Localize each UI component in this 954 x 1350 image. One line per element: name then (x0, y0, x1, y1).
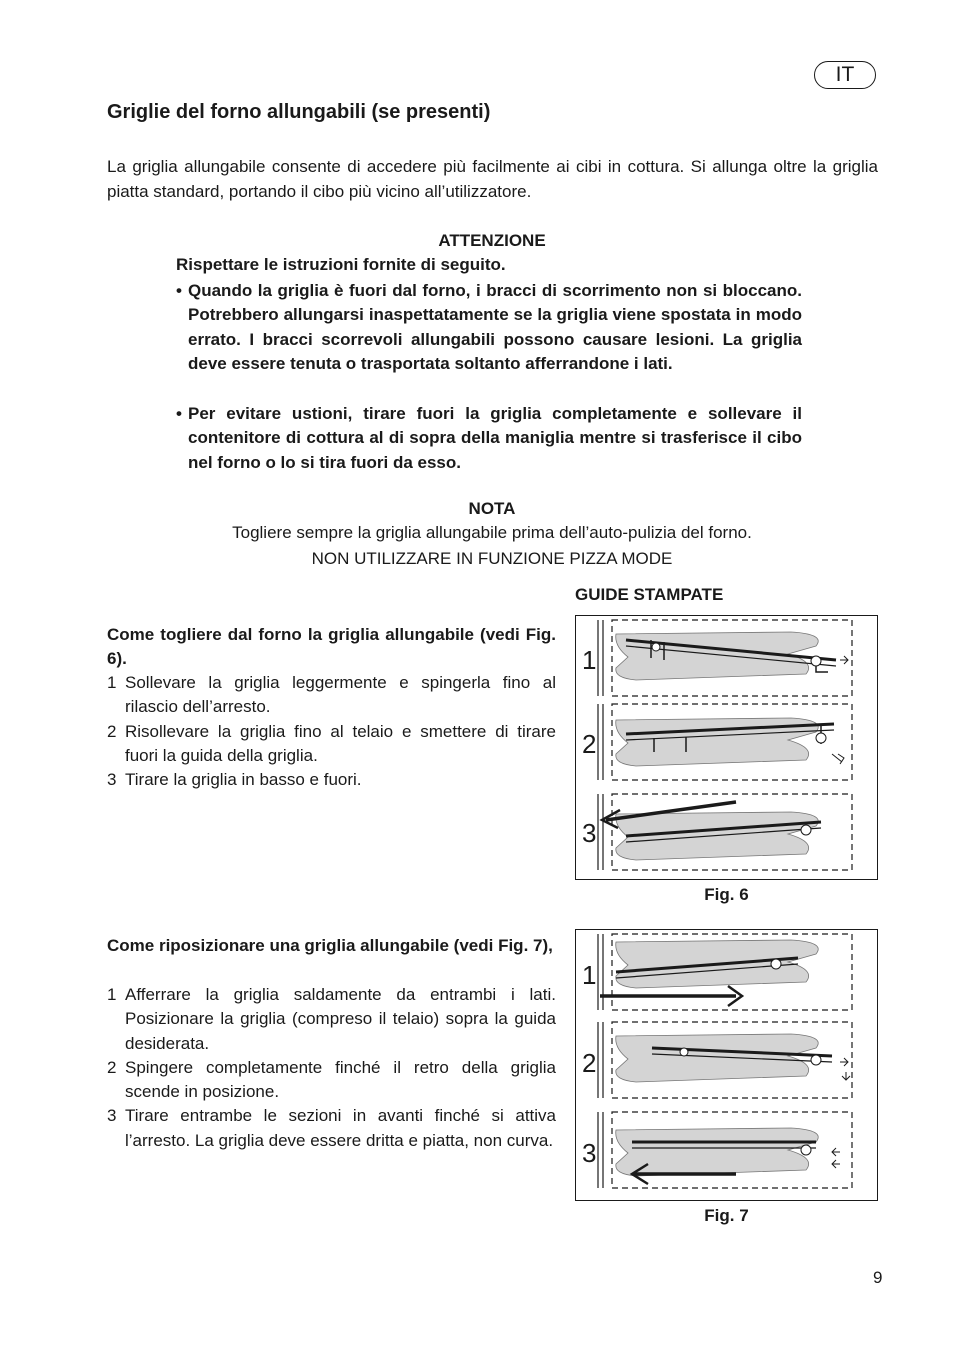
step-text: Sollevare la griglia leggermente e spingerla fino al rilascio dell’arresto. (125, 673, 556, 717)
list-item (107, 983, 556, 1056)
step-text: Spingere completamente finché il retro della griglia scende in posizione. (125, 1057, 556, 1102)
step-number: 1 (107, 985, 117, 1004)
panel-number: 3 (582, 1138, 597, 1168)
figure-panel (598, 934, 852, 1010)
figure-panel (598, 704, 852, 780)
panel-number: 2 (582, 1048, 597, 1078)
step-text: Tirare entrambe le sezioni in avanti finché si attiva l’arresto. La griglia deve essere dritta e piatta, non curva. (125, 1106, 556, 1150)
figure-6-caption: Fig. 6 (704, 885, 749, 904)
nota-text: Togliere sempre la griglia allungabile prima dell’auto-pulizia del forno. (232, 523, 752, 542)
figure-6-illustration (576, 616, 877, 879)
panel-number: 1 (582, 645, 597, 675)
attention-bullet (176, 402, 802, 475)
list-item (107, 1056, 556, 1105)
step-text: Afferrare la griglia saldamente da entrambi i lati. Posizionare la griglia (compreso il telaio) sopra la guida desiderata. (125, 985, 556, 1053)
panel-number: 3 (582, 818, 597, 848)
attention-heading: ATTENZIONE (438, 231, 546, 250)
replace-section-title: Come riposizionare una griglia allungabile (vedi Fig. 7), (107, 936, 553, 955)
list-item (107, 768, 556, 792)
step-number: 3 (107, 770, 117, 790)
attention-lead: Rispettare le istruzioni fornite di seguito. (176, 255, 506, 274)
attention-bullet-text: Per evitare ustioni, tirare fuori la griglia completamente e sollevare il contenitore di cottura al di sopra della maniglia mentre si trasferisce il cibo nel forno o lo si tira fuori da esso. (188, 404, 802, 472)
figure-7-caption: Fig. 7 (704, 1206, 749, 1225)
step-number: 2 (107, 721, 117, 741)
figure-7-illustration (576, 930, 877, 1200)
bullet-dot: • (176, 404, 182, 423)
step-text: Risollevare la griglia fino al telaio e smettere di tirare fuori la guida della griglia. (125, 721, 556, 765)
attention-bullet-text: Quando la griglia è fuori dal forno, i bracci di scorrimento non si bloccano. Potrebbero allungarsi inaspettatamente se la griglia viene spostata in modo errato. I bracci scorrevoli allungabili possono causare lesioni. La griglia deve essere tenuta o trasportata soltanto afferrandone i lati. (188, 281, 802, 374)
language-badge: IT (814, 61, 876, 89)
panel-number: 1 (582, 960, 597, 990)
figure-panel (598, 620, 852, 696)
panel-number: 2 (582, 729, 597, 759)
page-number: 9 (873, 1268, 883, 1287)
step-number: 3 (107, 1106, 117, 1126)
figure-6 (575, 615, 878, 880)
guide-heading: GUIDE STAMPATE (575, 585, 724, 604)
list-item (107, 1104, 556, 1153)
figure-panel (598, 1112, 852, 1188)
intro-paragraph: La griglia allungabile consente di accedere più facilmente ai cibi in cottura. Si allunga oltre la griglia piatta standard, portando il cibo più vicino all’utilizzatore. (107, 157, 878, 201)
replace-steps-list (107, 983, 556, 1153)
list-item (107, 671, 556, 720)
remove-section-title: Come togliere dal forno la griglia allungabile (vedi Fig. 6). (107, 625, 556, 669)
figure-7 (575, 929, 878, 1201)
figure-panel (598, 794, 852, 870)
nota-heading: NOTA (468, 499, 516, 518)
attention-bullet (176, 279, 802, 377)
section-title: Griglie del forno allungabili (se presenti) (107, 101, 491, 123)
list-item (107, 720, 556, 769)
step-number: 1 (107, 673, 117, 692)
step-text: Tirare la griglia in basso e fuori. (125, 770, 362, 790)
nota-warning: NON UTILIZZARE IN FUNZIONE PIZZA MODE (311, 549, 673, 568)
remove-steps-list (107, 671, 556, 792)
bullet-dot: • (176, 281, 182, 300)
step-number: 2 (107, 1057, 117, 1077)
figure-panel (598, 1022, 852, 1098)
